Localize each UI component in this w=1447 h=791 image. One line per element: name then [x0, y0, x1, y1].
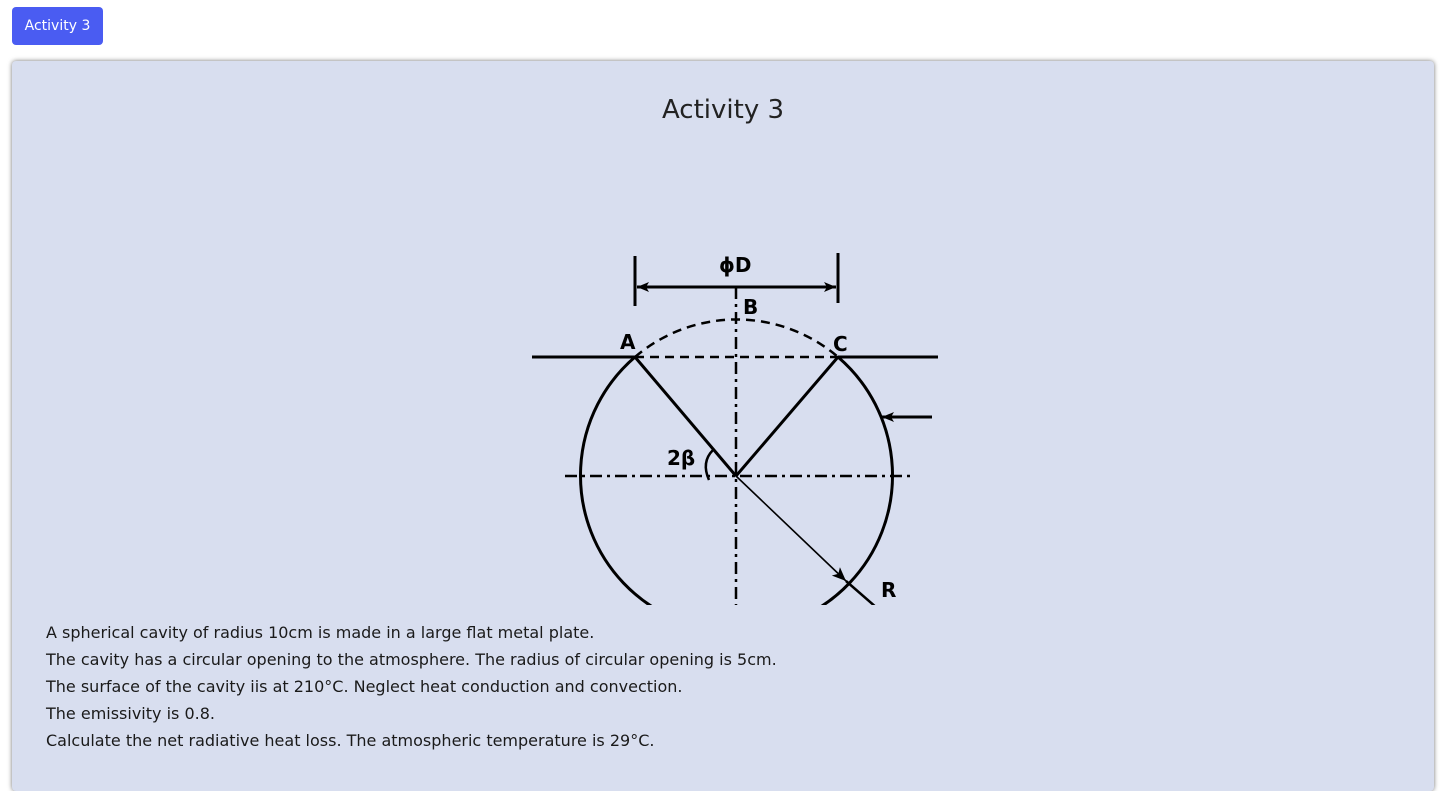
spherical-cavity-diagram [512, 185, 952, 605]
point-c-label: C [833, 332, 848, 356]
radius-label: R [881, 578, 897, 602]
point-b-label: B [743, 295, 759, 319]
diameter-label: ϕD [719, 253, 752, 277]
problem-line: The cavity has a circular opening to the atmosphere. The radius of circular opening is 5cm. [46, 650, 777, 669]
problem-line: Calculate the net radiative heat loss. The atmospheric temperature is 29°C. [46, 731, 655, 750]
radius-line-c [736, 357, 838, 476]
radius-arrow [736, 476, 846, 581]
problem-statement [46, 619, 777, 754]
activity-3-tab[interactable]: Activity 3 [12, 7, 103, 45]
problem-line: The emissivity is 0.8. [46, 704, 215, 723]
point-a-label: A [620, 330, 636, 354]
problem-line: A spherical cavity of radius 10cm is made in a large flat metal plate. [46, 623, 595, 642]
angle-label: 2β [667, 446, 696, 470]
problem-line: The surface of the cavity iis at 210°C. Neglect heat conduction and convection. [46, 677, 683, 696]
activity-panel [12, 61, 1434, 791]
panel-title: Activity 3 [661, 95, 785, 125]
